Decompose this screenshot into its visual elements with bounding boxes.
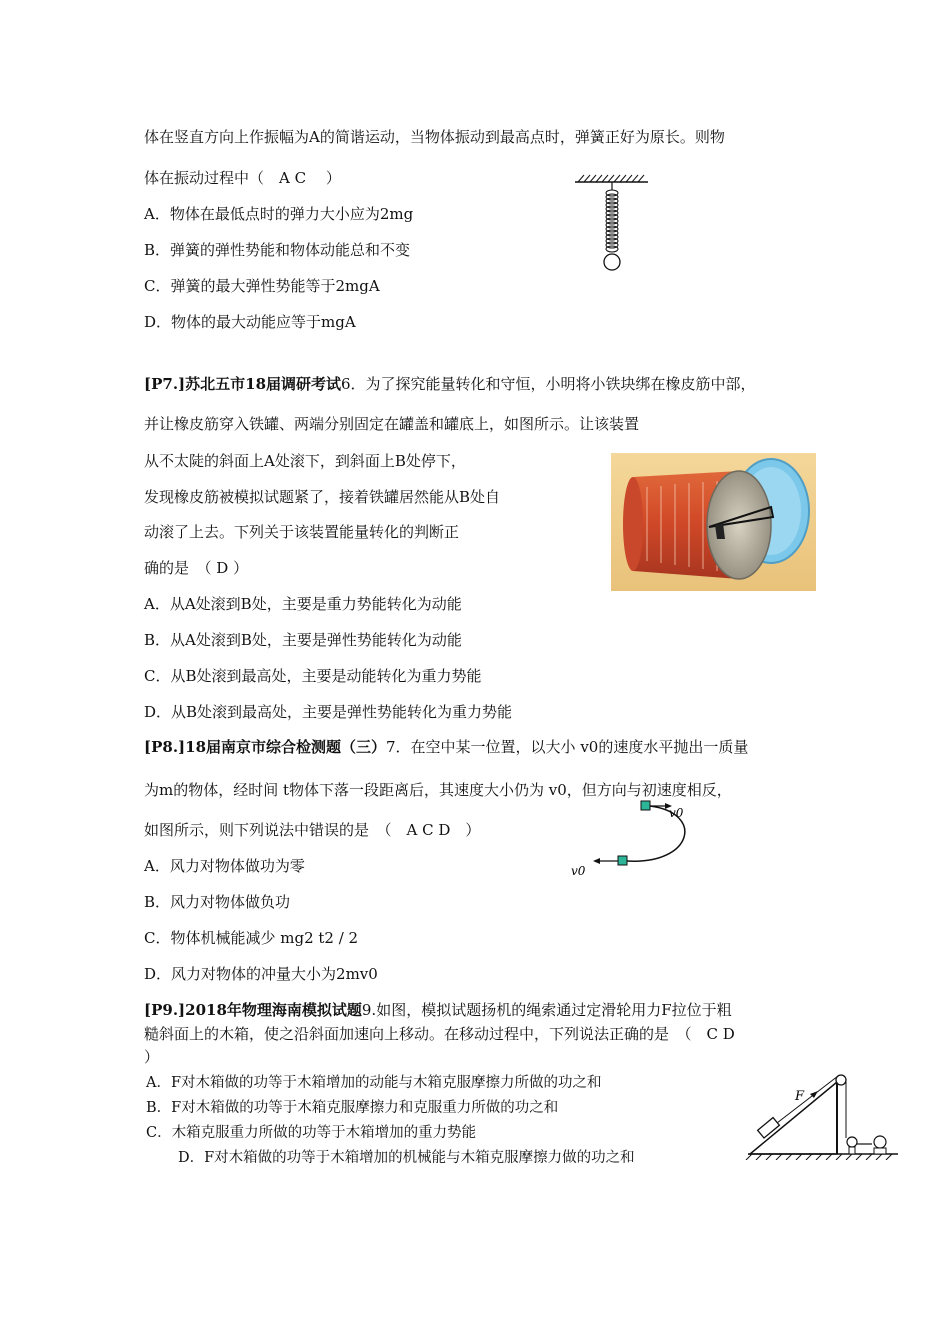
q6-stem-line2: 体在振动过程中（ A C ） [144,169,341,187]
q9-option-d: D．F对木箱做的功等于木箱增加的机械能与木箱克服摩擦力做的功之和 [178,1150,635,1166]
q7-stem-line5: 动滚了上去。下列关于该装置能量转化的判断正 [144,523,460,541]
q6-option-d: D．物体的最大动能应等于mgA [144,313,356,331]
q7-stem-line3: 从不太陡的斜面上A处滚下，到斜面上B处停下， [144,452,466,470]
q8-option-a: A．风力对物体做功为零 [144,857,305,875]
q7-option-d: D．从B处滚到最高处，主要是弹性势能转化为重力势能 [144,703,513,721]
q8-option-b: B．风力对物体做负功 [144,893,291,911]
q8-option-d: D．风力对物体的冲量大小为2mv0 [144,965,378,983]
q9-stem-line2: 糙斜面上的木箱，使之沿斜面加速向上移动。在移动过程中，下列说法正确的是 （ C D [144,1025,735,1043]
spring-mass-figure [570,170,655,275]
q8-stem-line1 [144,737,748,757]
q9-stem-line3: ） [144,1048,160,1066]
q8-option-c: C．物体机械能减少 mg2 t2 / 2 [144,929,359,947]
q6-option-c: C．弹簧的最大弹性势能等于2mgA [144,277,380,295]
q6-stem-line1: 体在竖直方向上作振幅为A的简谐运动，当物体振动到最高点时，弹簧正好为原长。则物 [144,128,725,146]
q6-option-b: B．弹簧的弹性势能和物体动能总和不变 [144,241,411,259]
q7-stem-line2: 并让橡皮筋穿入铁罐、两端分别固定在罐盖和罐底上，如图所示。让该装置 [144,415,640,433]
q7-stem-line1 [144,374,756,394]
q7-stem-text: 6．为了探究能量转化和守恒，小明将小铁块绑在橡皮筋中部， [341,375,756,393]
q9-option-a: A．F对木箱做的功等于木箱增加的动能与木箱克服摩擦力所做的功之和 [146,1075,602,1091]
tin-can-photo [611,453,816,591]
velocity-label-top: v0 [669,806,684,820]
q9-stem-line1 [144,1000,732,1020]
q8-stem-text: 7．在空中某一位置，以大小 v0的速度水平抛出一质量 [386,738,749,756]
q8-source-tag: [P8.]18届南京市综合检测题（三） [144,738,387,756]
incline-winch-figure [742,1068,902,1160]
q7-source-tag: [P7.]苏北五市18届调研考试 [144,375,342,393]
q8-stem-line3: 如图所示，则下列说法中错误的是 （ A C D ） [144,821,481,839]
q9-option-b: B．F对木箱做的功等于木箱克服摩擦力和克服重力所做的功之和 [146,1100,559,1116]
force-label: F [795,1089,805,1104]
q8-stem-line2: 为m的物体，经时间 t物体下落一段距离后，其速度大小仍为 v0，但方向与初速度相反， [144,781,732,799]
q7-stem-line6: 确的是 （ D ） [144,559,249,577]
q9-stem-text: 9.如图，模拟试题扬机的绳索通过定滑轮用力F拉位于粗 [361,1001,732,1019]
q7-option-b: B．从A处滚到B处，主要是弹性势能转化为动能 [144,631,462,649]
projectile-path-figure [565,795,690,885]
q7-option-a: A．从A处滚到B处，主要是重力势能转化为动能 [144,595,462,613]
velocity-label-bottom: v0 [571,864,586,878]
q7-stem-line4: 发现橡皮筋被模拟试题紧了，接着铁罐居然能从B处自 [144,488,501,506]
q9-source-tag: [P9.]2018年物理海南模拟试题 [144,1001,362,1019]
q9-option-c: C．木箱克服重力所做的功等于木箱增加的重力势能 [146,1125,477,1141]
q6-option-a: A．物体在最低点时的弹力大小应为2mg [144,205,414,223]
q7-option-c: C．从B处滚到最高处，主要是动能转化为重力势能 [144,667,482,685]
